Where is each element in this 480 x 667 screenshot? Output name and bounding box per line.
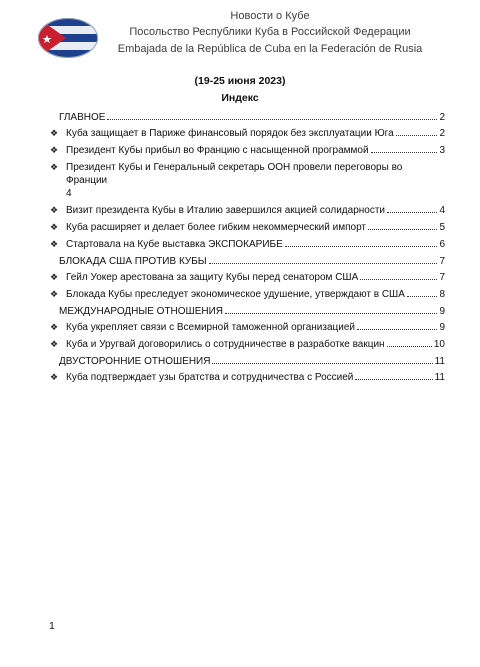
dot-leader	[371, 152, 438, 153]
toc-item[interactable]	[50, 161, 445, 200]
dot-leader	[225, 313, 437, 314]
toc-section[interactable]	[59, 305, 445, 318]
diamond-bullet-icon: ❖	[50, 162, 59, 172]
dot-leader	[209, 263, 438, 264]
diamond-bullet-icon: ❖	[50, 372, 59, 382]
toc-item[interactable]	[50, 321, 445, 334]
toc-entry-title: Куба защищает в Париже финансовый порядок без эксплуатации Юга	[66, 128, 394, 139]
flag-graphic	[38, 18, 98, 58]
dot-leader	[285, 246, 438, 247]
dot-leader	[387, 346, 432, 347]
header-embassy-ru: Посольство Республики Куба в Российской Федерации	[129, 26, 411, 38]
toc-entry-title: Куба укрепляет связи с Всемирной таможенной организацией	[66, 322, 355, 333]
toc-item[interactable]	[50, 338, 445, 351]
toc-entry-title: Блокада Кубы преследует экономическое удушение, утверждают в США	[66, 289, 405, 300]
toc-entry-title: ДВУСТОРОННИЕ ОТНОШЕНИЯ	[59, 356, 211, 367]
toc-entry-page: 10	[433, 339, 445, 350]
diamond-bullet-icon: ❖	[50, 128, 59, 138]
toc-entry-title: Президент Кубы прибыл во Францию с насыщенной программой	[66, 145, 369, 156]
toc-entry-title: Стартовала на Кубе выставка ЭКСПОКАРИБЕ	[66, 239, 283, 250]
dot-leader	[368, 229, 437, 230]
toc-item[interactable]	[50, 144, 445, 157]
cuban-flag-logo-icon	[38, 18, 98, 58]
index-heading: Индекс	[221, 92, 259, 104]
diamond-bullet-icon: ❖	[50, 205, 59, 215]
diamond-bullet-icon: ❖	[50, 322, 59, 332]
header-news-title: Новости о Кубе	[230, 10, 310, 22]
toc-entry-title: Куба и Уругвай договорились о сотрудничестве в разработке вакцин	[66, 339, 385, 350]
dot-leader	[396, 135, 438, 136]
toc-item[interactable]	[50, 221, 445, 234]
toc-entry-page: 7	[439, 272, 445, 283]
toc-item[interactable]	[50, 238, 445, 251]
toc-section[interactable]	[59, 255, 445, 268]
diamond-bullet-icon: ❖	[50, 239, 59, 249]
toc-entry-title: Визит президента Кубы в Италию завершился акцией солидарности	[66, 205, 386, 216]
toc-item[interactable]	[50, 204, 445, 217]
toc-entry-title: Президент Кубы и Генеральный секретарь ООН провели переговоры во Франции	[66, 162, 403, 186]
toc-entry-page: 4	[439, 205, 445, 216]
toc-entry-page: 3	[439, 145, 445, 156]
toc-section[interactable]	[59, 355, 445, 368]
toc-entry-title: БЛОКАДА США ПРОТИВ КУБЫ	[59, 256, 207, 267]
dot-leader	[107, 119, 437, 120]
header-embassy-es: Embajada de la República de Cuba en la Federación de Rusia	[117, 43, 423, 55]
toc-item[interactable]	[50, 288, 445, 301]
toc-entry-page: 11	[434, 356, 445, 367]
diamond-bullet-icon: ❖	[50, 289, 59, 299]
toc-entry-title: Куба подтверждает узы братства и сотрудничества с Россией	[66, 372, 354, 383]
toc-entry-page: 8	[439, 289, 445, 300]
date-range: (19-25 июня 2023)	[194, 75, 286, 87]
toc-entry-page: 6	[439, 239, 445, 250]
diamond-bullet-icon: ❖	[50, 339, 59, 349]
toc-entry-page: 2	[439, 112, 445, 123]
toc-entry-page: 7	[439, 256, 445, 267]
toc-entry-title: ГЛАВНОЕ	[59, 112, 106, 123]
toc-section[interactable]	[59, 111, 445, 124]
diamond-bullet-icon: ❖	[50, 272, 59, 282]
toc-entry-page: 2	[439, 128, 445, 139]
toc-entry-page: 9	[439, 322, 445, 333]
table-of-contents	[50, 109, 445, 388]
dot-leader	[360, 279, 437, 280]
page-number: 1	[49, 620, 55, 632]
toc-entry-page: 4	[66, 188, 72, 199]
dot-leader	[357, 329, 437, 330]
toc-entry-title: МЕЖДУНАРОДНЫЕ ОТНОШЕНИЯ	[59, 306, 224, 317]
dot-leader	[387, 212, 437, 213]
dot-leader	[212, 363, 432, 364]
toc-entry-title: Гейл Уокер арестована за защиту Кубы перед сенатором США	[66, 272, 359, 283]
toc-entry-page: 5	[439, 222, 445, 233]
toc-item[interactable]	[50, 371, 445, 384]
dot-leader	[407, 296, 438, 297]
toc-entry-title: Куба расширяет и делает более гибким некоммерческий импорт	[66, 222, 366, 233]
toc-item[interactable]	[50, 127, 445, 140]
diamond-bullet-icon: ❖	[50, 145, 59, 155]
toc-item[interactable]	[50, 271, 445, 284]
diamond-bullet-icon: ❖	[50, 222, 59, 232]
toc-entry-page: 9	[439, 306, 445, 317]
toc-entry-page: 11	[434, 372, 445, 383]
dot-leader	[355, 379, 432, 380]
